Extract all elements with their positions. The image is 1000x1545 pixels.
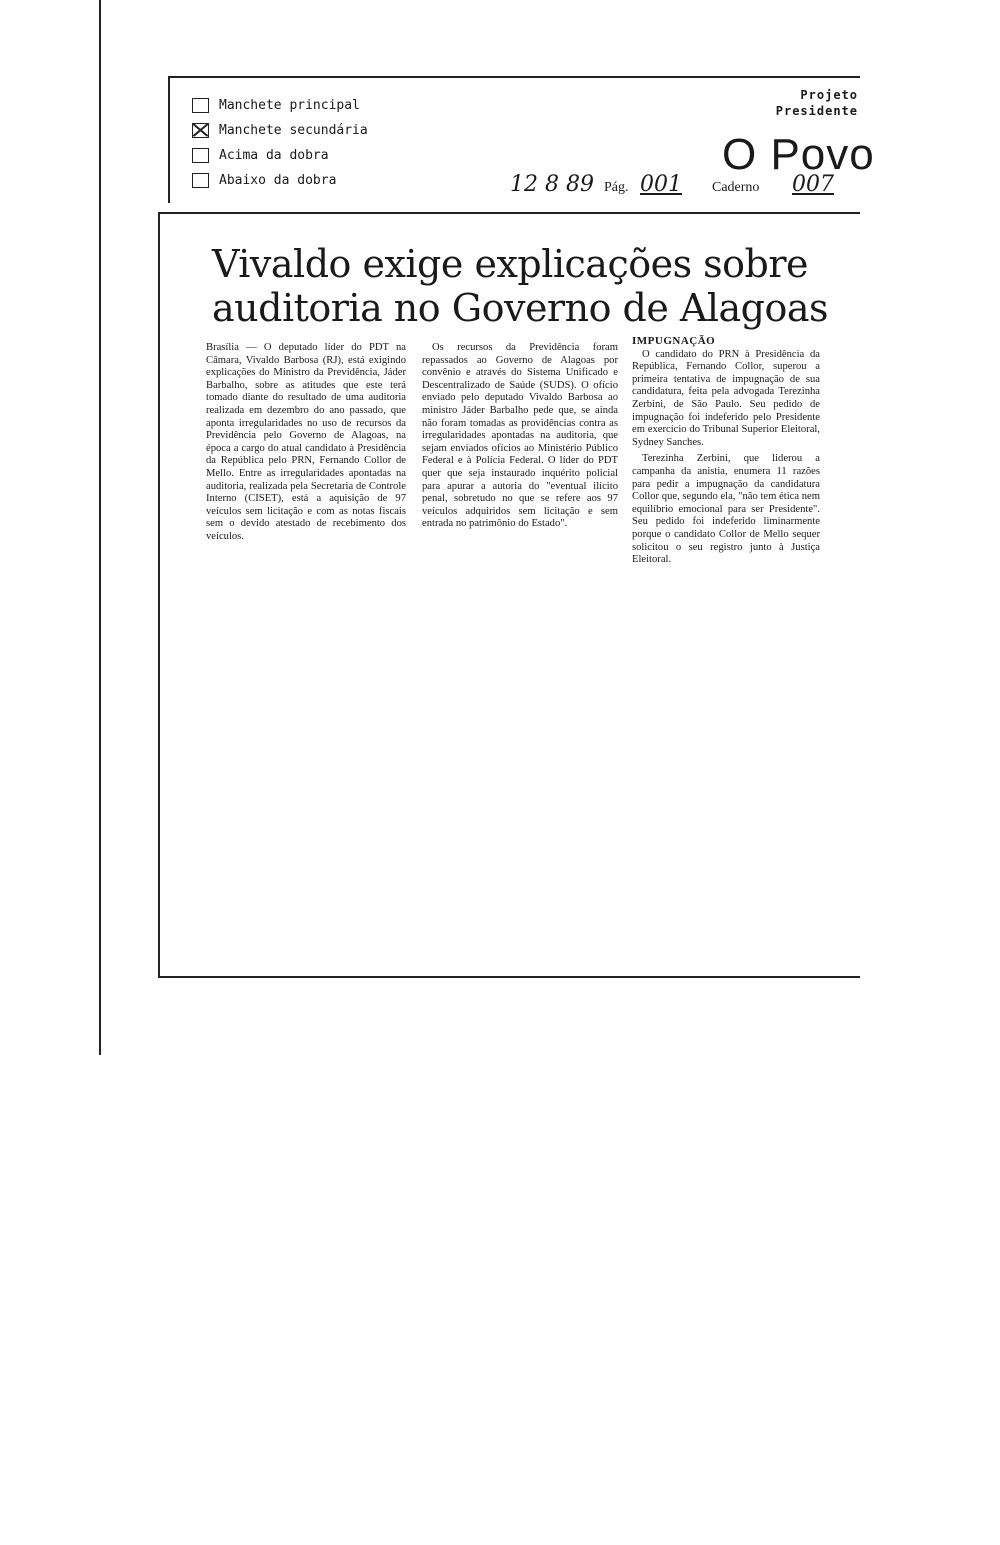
article-column-3 bbox=[632, 335, 820, 571]
option-label: Acima da dobra bbox=[219, 148, 329, 163]
article-column-1 bbox=[206, 342, 406, 548]
option-abaixo-da-dobra[interactable] bbox=[192, 173, 336, 188]
caderno-value: 007 bbox=[792, 172, 834, 197]
article-clipping bbox=[158, 212, 860, 978]
checkbox-empty-icon[interactable] bbox=[192, 98, 209, 113]
caderno-label: Caderno bbox=[712, 180, 760, 195]
paragraph: Os recursos da Previdência foram repassados ao Governo de Alagoas por convênio e através do Sistema Unificado e Descentralizado de Saúde (SUDS). O ofício enviado pelo deputado Vivaldo Barbosa ao ministro Jáder Barbalho pede que, se ainda não foram tomadas as providências contra as irregularidades apontadas na auditoria, que sejam enviados ofícios ao Ministério Público Federal e à Polícia Federal. O líder do PDT quer que seja instaurado inquérito policial para apurar a autoria do "eventual ilícito penal, sobretudo no que se refere aos 97 veículos adquiridos sem licitação e sem entrada no patrimônio do Estado". bbox=[422, 342, 618, 530]
headline-line1: Vivaldo exige explicações sobre bbox=[212, 242, 809, 286]
project-label-line1: Projeto bbox=[800, 88, 858, 102]
option-label: Abaixo da dobra bbox=[219, 173, 337, 188]
option-manchete-secundaria[interactable] bbox=[192, 123, 368, 138]
paragraph: O candidato do PRN à Presidência da República, Fernando Collor, superou a primeira tentativa de impugnação de sua candidatura, feita pela advogada Terezinha Zerbini, de São Paulo. Seu pedido de impugnação foi indeferido pelo Presidente em exercício do Tribunal Superior Eleitoral, Sydney Sanches. bbox=[632, 348, 820, 448]
paragraph: Terezinha Zerbini, que liderou a campanha da anistia, enumera 11 razões para pedir a impugnação da candidatura Collor que, segundo ela, "não tem ética nem equilíbrio emocional para ser Presidente". Seu pedido foi indeferido liminarmente porque o candidato Collor de Mello sequer solicitou o seu registro junto à Justiça Eleitoral. bbox=[632, 453, 820, 566]
article-column-2 bbox=[422, 342, 618, 535]
scan-left-margin-line bbox=[99, 0, 101, 1055]
option-label: Manchete principal bbox=[219, 98, 360, 113]
checkbox-empty-icon[interactable] bbox=[192, 148, 209, 163]
checkbox-empty-icon[interactable] bbox=[192, 173, 209, 188]
headline bbox=[212, 242, 852, 330]
option-acima-da-dobra[interactable] bbox=[192, 148, 329, 163]
newspaper-name: O Povo bbox=[722, 130, 875, 179]
option-label: Manchete secundária bbox=[219, 123, 368, 138]
project-label-line2: Presidente bbox=[775, 104, 858, 118]
clipping-form bbox=[168, 76, 875, 203]
subheading-impugnacao: IMPUGNAÇÃO bbox=[632, 335, 716, 347]
paragraph: Brasília — O deputado líder do PDT na Câmara, Vivaldo Barbosa (RJ), está exigindo explicações do Ministro da Previdência, Jáder Barbalho, sobre as atitudes que este terá tomado diante do resultado de uma auditoria realizada em dezembro do ano passado, que aponta irregularidades no uso de recursos da Previdência pelo Governo de Alagoas, na época a cargo do atual candidato à Presidência da República pelo PRN, Fernando Collor de Mello. Entre as irregularidades apontadas na auditoria, realizada pela Secretaria de Controle Interno (CISET), está a aquisição de 97 veículos sem licitação e com as notas fiscais sem o devido atestado de recebimento dos veículos. bbox=[206, 342, 406, 542]
page-value: 001 bbox=[640, 172, 682, 197]
date-value: 12 8 89 bbox=[510, 172, 594, 197]
page-label: Pág. bbox=[604, 180, 629, 195]
headline-line2: auditoria no Governo de Alagoas bbox=[212, 286, 829, 330]
option-manchete-principal[interactable] bbox=[192, 98, 360, 113]
checkbox-checked-icon[interactable] bbox=[192, 123, 209, 138]
